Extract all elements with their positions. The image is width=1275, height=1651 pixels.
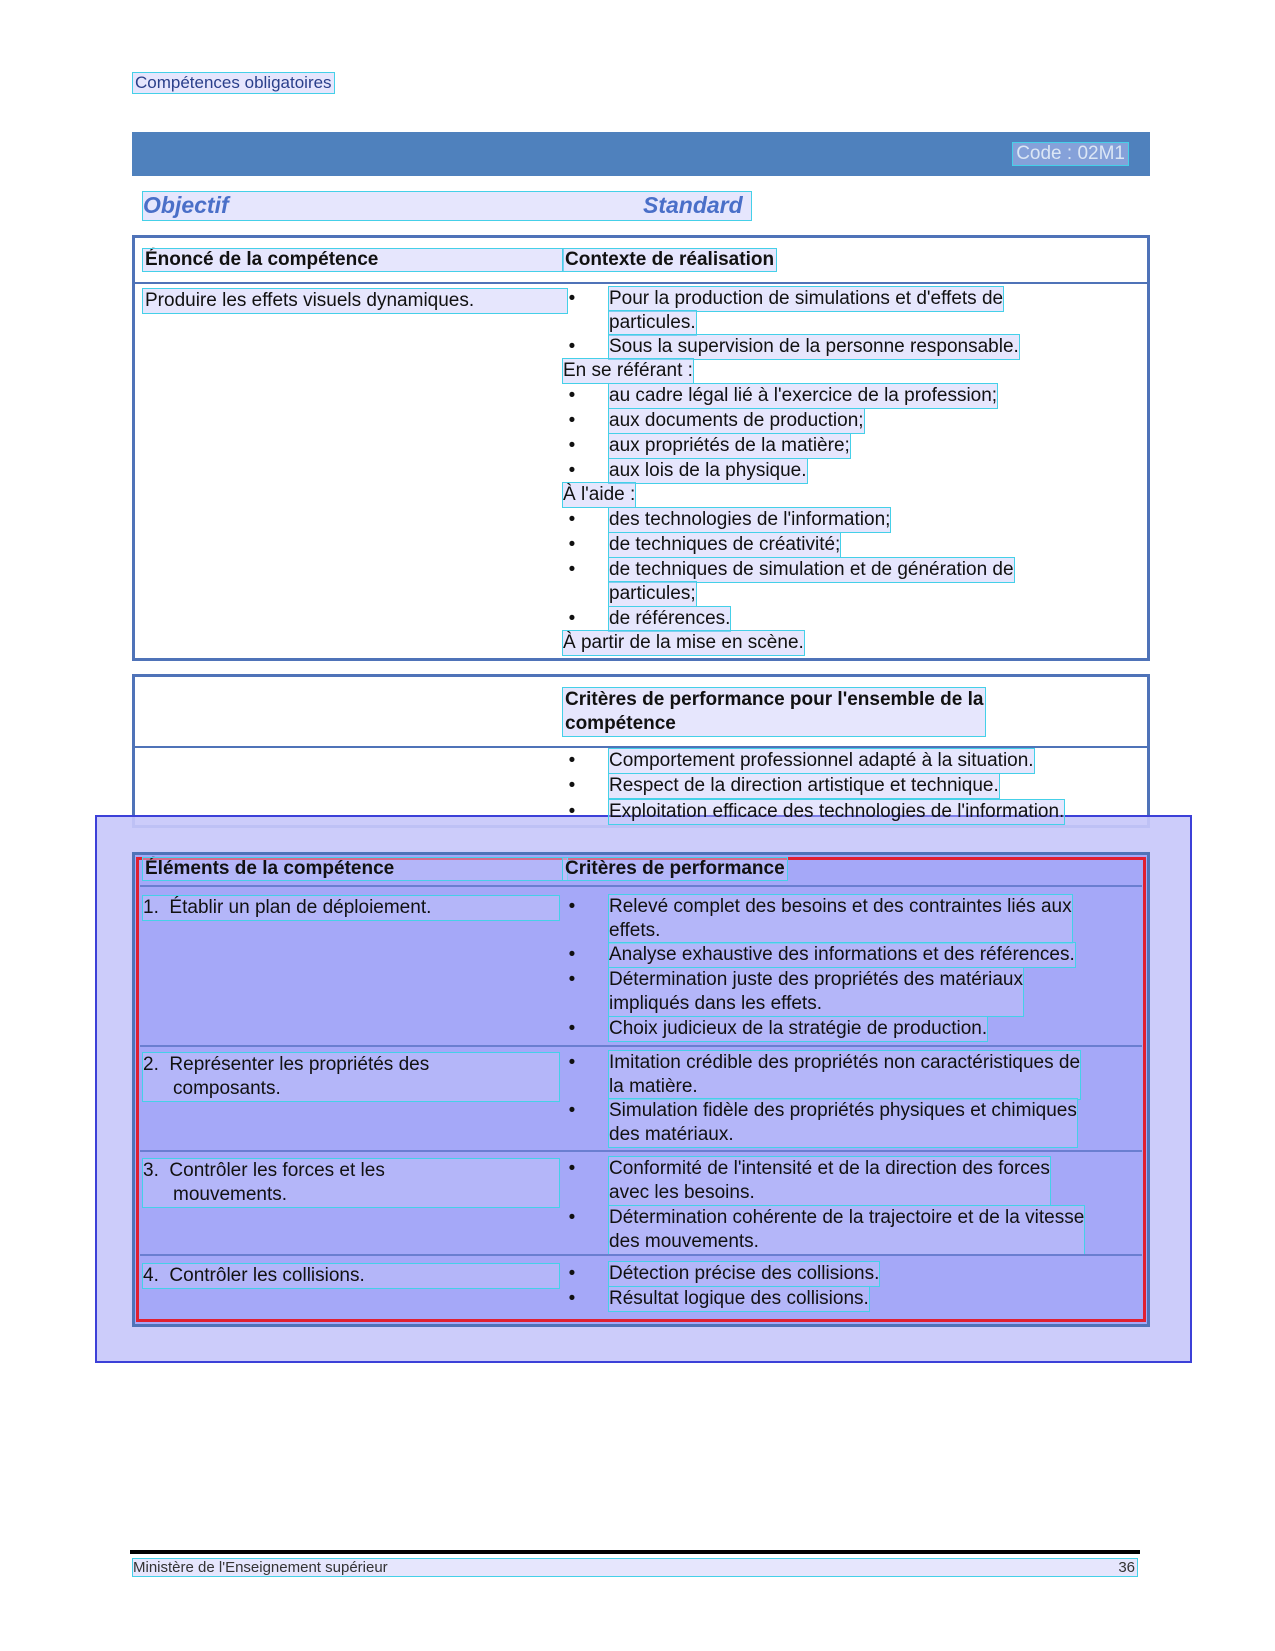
bullet-icon: • — [568, 750, 576, 771]
page-footer — [133, 1559, 1137, 1576]
criteria-item: • Analyse exhaustive des informations et des références. — [565, 943, 1115, 967]
criteria-item: • Détermination cohérente de la trajectoire et de la vitesse des mouvements. — [565, 1206, 1125, 1254]
list-item: • aux documents de production; — [565, 409, 1005, 433]
objectif-label: Objectif — [143, 192, 229, 218]
statement-header: Énoncé de la compétence — [143, 249, 563, 271]
footer-ministry: Ministère de l'Enseignement supérieur — [133, 1559, 388, 1576]
bullet-icon: • — [568, 336, 576, 357]
criteria-item: • Imitation crédible des propriétés non caractéristiques de la matière. — [565, 1051, 1115, 1099]
row-separator — [140, 885, 1142, 887]
reference-intro: En se référant : — [563, 360, 693, 381]
bullet-icon: • — [568, 1052, 576, 1073]
table-header-separator — [135, 282, 1147, 284]
performance-criteria-header: Critères de performance — [565, 858, 785, 879]
list-item: • Respect de la direction artistique et technique. — [565, 774, 1075, 798]
criteria-item: • Relevé complet des besoins et des contraintes liés aux effets. — [565, 895, 1115, 943]
competence-statement: Produire les effets visuels dynamiques. — [143, 289, 567, 313]
bullet-icon: • — [568, 801, 576, 822]
elements-header: Éléments de la compétence — [143, 858, 567, 880]
bullet-icon: • — [568, 509, 576, 530]
criteria-item: • Simulation fidèle des propriétés physiques et chimiques des matériaux. — [565, 1099, 1115, 1147]
table-header-separator — [135, 746, 1147, 748]
overall-criteria-header: Critères de performance pour l'ensemble de la compétence — [565, 689, 984, 734]
bullet-icon: • — [568, 1158, 576, 1179]
code-bar — [132, 132, 1150, 176]
tools-intro: À l'aide : — [563, 484, 636, 505]
criteria-item: • Détermination juste des propriétés des matériaux impliqués dans les effets. — [565, 968, 1115, 1016]
bullet-icon: • — [568, 896, 576, 917]
element-row-3: 3. Contrôler les forces et les mouvements. — [143, 1159, 559, 1207]
list-item: • de techniques de créativité; — [565, 533, 1025, 557]
row-separator — [140, 1045, 1142, 1047]
row-separator — [140, 1254, 1142, 1256]
bullet-icon: • — [568, 969, 576, 990]
running-head: Compétences obligatoires — [135, 73, 332, 92]
list-item: • Pour la production de simulations et d'effets de — [565, 287, 1039, 311]
criteria-item: • Détection précise des collisions. — [565, 1262, 1115, 1286]
element-row-4: 4. Contrôler les collisions. — [143, 1264, 559, 1288]
bullet-icon: • — [568, 385, 576, 406]
bullet-icon: • — [568, 1207, 576, 1228]
criteria-item: • Résultat logique des collisions. — [565, 1287, 1115, 1311]
bullet-icon: • — [568, 534, 576, 555]
objectif-standard-heading — [143, 192, 751, 220]
row-separator — [140, 1150, 1142, 1152]
list-item-continuation: particules. — [609, 312, 696, 333]
bullet-icon: • — [568, 559, 576, 580]
list-item: • des technologies de l'information; — [565, 508, 1025, 532]
list-item: • aux lois de la physique. — [565, 459, 1005, 483]
list-item: • au cadre légal lié à l'exercice de la profession; — [565, 384, 1035, 408]
list-item: • Exploitation efficace des technologies de l'information. — [565, 800, 1105, 824]
footer-rule — [130, 1550, 1140, 1554]
list-item-continuation: particules; — [609, 583, 696, 604]
list-item: • de techniques de simulation et de génération de — [565, 558, 1045, 582]
competency-code: Code : 02M1 — [1013, 143, 1128, 165]
criteria-item: • Choix judicieux de la stratégie de production. — [565, 1017, 1115, 1041]
bullet-icon: • — [568, 1100, 576, 1121]
list-item: • de références. — [565, 607, 1025, 631]
bullet-icon: • — [568, 775, 576, 796]
context-header: Contexte de réalisation — [565, 249, 775, 270]
list-item: • Sous la supervision de la personne responsable. — [565, 335, 1055, 359]
list-item: • Comportement professionnel adapté à la situation. — [565, 749, 1075, 773]
bullet-icon: • — [568, 944, 576, 965]
bullet-icon: • — [568, 435, 576, 456]
bullet-icon: • — [568, 1018, 576, 1039]
bullet-icon: • — [568, 460, 576, 481]
bullet-icon: • — [568, 1263, 576, 1284]
bullet-icon: • — [568, 1288, 576, 1309]
element-row-1: 1. Établir un plan de déploiement. — [143, 896, 559, 920]
standard-label: Standard — [643, 192, 743, 218]
staging-note: À partir de la mise en scène. — [563, 632, 804, 653]
bullet-icon: • — [568, 288, 576, 309]
bullet-icon: • — [568, 410, 576, 431]
page-number: 36 — [1118, 1559, 1135, 1576]
criteria-item: • Conformité de l'intensité et de la direction des forces avec les besoins. — [565, 1157, 1115, 1205]
bullet-icon: • — [568, 608, 576, 629]
list-item: • aux propriétés de la matière; — [565, 434, 1005, 458]
element-row-2: 2. Représenter les propriétés des composants. — [143, 1053, 559, 1101]
